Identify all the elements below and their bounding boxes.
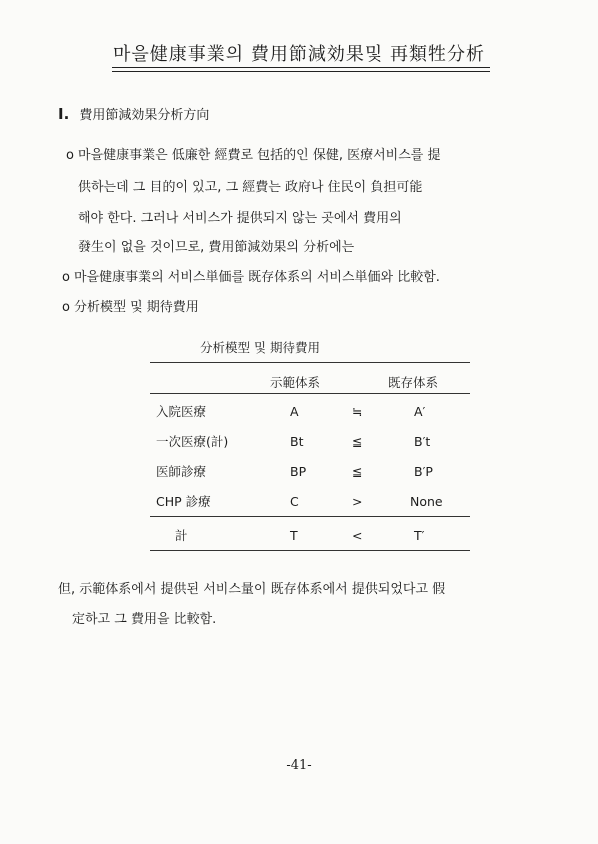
bullet-marker: o	[66, 148, 74, 163]
table-cell-model: BP	[290, 464, 307, 479]
table-header-model: 示範体系	[270, 375, 321, 390]
paragraph-text: 마을健康事業은 低廉한 經費로 包括的인 保健, 医療서비스를 提	[77, 148, 441, 163]
table-bottom-rule	[150, 550, 470, 551]
table-cell-model: Bt	[290, 434, 304, 449]
table-total-rule	[150, 516, 470, 517]
table-cell-operator: >	[352, 494, 363, 509]
paragraph-line: 供하는데 그 目的이 있고, 그 經費는 政府나 住民이 負担可能	[78, 180, 423, 195]
table-cell-model: T	[290, 528, 298, 543]
table-cell-model: C	[290, 494, 299, 509]
section-title: 費用節減効果分析方向	[79, 108, 210, 123]
title-underline	[112, 67, 490, 68]
bullet-marker: o	[62, 300, 70, 315]
paragraph-line: 해야 한다. 그러나 서비스가 提供되지 않는 곳에서 費用의	[78, 211, 402, 226]
bullet-item	[62, 296, 199, 315]
note-line: 定하고 그 費用을 比較함.	[72, 612, 217, 627]
table-caption: 分析模型 및 期待費用	[200, 340, 321, 355]
table-header-rule	[150, 393, 470, 394]
table-cell-model: A	[290, 404, 299, 419]
bullet-marker: o	[62, 270, 70, 285]
table-row-label: 医師診療	[156, 464, 207, 479]
table-cell-operator: ≦	[352, 464, 363, 479]
table-cell-operator: ≦	[352, 434, 363, 449]
table-cell-existing: None	[410, 494, 443, 509]
table-row-label: 入院医療	[156, 404, 207, 419]
table-cell-operator: <	[352, 528, 363, 543]
page-number: -41-	[286, 758, 312, 773]
table-row-label: 一次医療(計)	[156, 434, 229, 449]
section-heading	[58, 104, 209, 123]
table-cell-existing: B′t	[414, 434, 431, 449]
bullet-item	[62, 266, 440, 285]
paragraph-line: 發生이 없을 것이므로, 費用節減効果의 分析에는	[78, 240, 355, 255]
bullet-text: 分析模型 및 期待費用	[73, 300, 199, 315]
table-cell-existing: B′P	[414, 464, 433, 479]
table-cell-operator: ≒	[352, 404, 363, 419]
page-title: 마을健康事業의 費用節減効果및 再類牲分析	[113, 44, 485, 65]
bullet-text: 마을健康事業의 서비스単価를 既存体系의 서비스単価와 比較함.	[73, 270, 440, 285]
paragraph-line	[66, 144, 440, 163]
table-cell-existing: A′	[414, 404, 426, 419]
section-number: I.	[58, 105, 70, 123]
table-row-label: CHP 診療	[156, 494, 211, 509]
table-row-label: 計	[175, 528, 188, 543]
table-cell-existing: T′	[414, 528, 425, 543]
title-underline-double	[112, 71, 490, 72]
table-header-existing: 既存体系	[388, 375, 439, 390]
table-top-rule	[150, 362, 470, 363]
note-line: 但, 示範体系에서 提供된 서비스量이 既存体系에서 提供되었다고 假	[58, 582, 446, 597]
